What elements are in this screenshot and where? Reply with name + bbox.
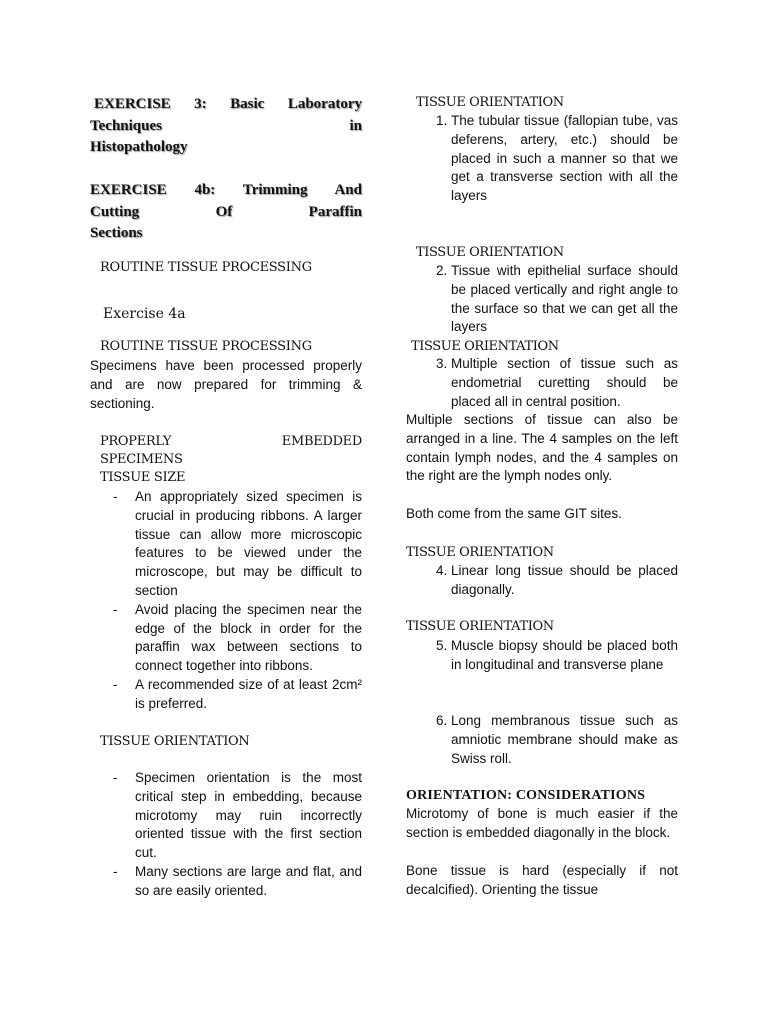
orientation-item-6 bbox=[406, 712, 678, 768]
properly-word: PROPERLY bbox=[100, 434, 172, 449]
orientation-item-1 bbox=[406, 112, 678, 206]
tissue-size-list bbox=[90, 488, 362, 714]
tissue-orientation-list bbox=[90, 769, 362, 901]
exercise3-title bbox=[90, 94, 362, 159]
tissue-size-heading: TISSUE SIZE bbox=[100, 470, 186, 485]
list-item bbox=[406, 262, 678, 337]
exercise4a-heading: Exercise 4a bbox=[103, 306, 186, 322]
item-text: The tubular tissue (fallopian tube, vas deferens, artery, etc.) should be placed in such a manner so that we get a transverse section with all the layers bbox=[451, 113, 678, 204]
tissue-orientation-heading-4: TISSUE ORIENTATION bbox=[406, 545, 554, 560]
exercise4b-title bbox=[90, 180, 362, 245]
item-number: 4. bbox=[436, 563, 448, 578]
item-number: 5. bbox=[436, 638, 448, 653]
properly-embedded-heading bbox=[100, 433, 362, 451]
list-item: - Specimen orientation is the most critical step in embedding, because microtomy may ruin incorrectly oriented tissue with the first section cut. bbox=[90, 769, 362, 863]
routine-heading-1: ROUTINE TISSUE PROCESSING bbox=[100, 260, 312, 275]
orientation-item-5 bbox=[406, 637, 678, 675]
item-number: 6. bbox=[436, 713, 448, 728]
list-item bbox=[406, 355, 678, 411]
item-text: Tissue with epithelial surface should be placed vertically and right angle to the surface so that we can get all the layers bbox=[451, 263, 678, 335]
list-item bbox=[406, 562, 678, 600]
item-text: Long membranous tissue such as amniotic membrane should make as Swiss roll. bbox=[451, 713, 678, 766]
routine-heading-2: ROUTINE TISSUE PROCESSING bbox=[100, 339, 312, 354]
embedded-word: EMBEDDED bbox=[281, 434, 362, 449]
considerations-text: Microtomy of bone is much easier if the section is embedded diagonally in the block. bbox=[406, 806, 678, 840]
item-text: Multiple section of tissue such as endometrial curetting should be placed all in central position. bbox=[451, 356, 678, 409]
item-number: 2. bbox=[436, 263, 448, 278]
list-item bbox=[406, 112, 678, 206]
list-item bbox=[406, 637, 678, 675]
same-sites-text: Both come from the same GIT sites. bbox=[406, 506, 622, 521]
specimens-heading: SPECIMENS bbox=[100, 452, 183, 467]
tissue-orientation-heading: TISSUE ORIENTATION bbox=[100, 734, 250, 749]
item-number: 3. bbox=[436, 356, 448, 371]
multiple-sections-text: Multiple sections of tissue can also be arranged in a line. The 4 samples on the left contain lymph nodes, and the 4 samples on the right are the lymph nodes only. bbox=[406, 412, 678, 484]
bone-text: Bone tissue is hard (especially if not decalcified). Orienting the tissue bbox=[406, 863, 678, 897]
exercise4b-title-line1: EXERCISE 4b: Trimming And bbox=[90, 182, 362, 198]
list-item: - An appropriately sized specimen is crucial in producing ribbons. A larger tissue can allow more microscopic features to be viewed under the microscope, but may be difficult to section bbox=[90, 488, 362, 601]
item-number: 1. bbox=[436, 113, 448, 128]
considerations-heading: ORIENTATION: CONSIDERATIONS bbox=[406, 788, 646, 803]
exercise3-title-line2: Techniques in bbox=[90, 117, 362, 134]
list-item: - Many sections are large and flat, and so are easily oriented. bbox=[90, 863, 362, 901]
tissue-orientation-heading-5: TISSUE ORIENTATION bbox=[406, 619, 554, 634]
exercise4b-title-line2: Cutting Of Paraffin bbox=[90, 203, 362, 220]
orientation-item-4 bbox=[406, 562, 678, 600]
routine-text: Specimens have been processed properly and are now prepared for trimming & sectioning. bbox=[90, 358, 362, 411]
item-text: Muscle biopsy should be placed both in longitudinal and transverse plane bbox=[451, 638, 678, 672]
list-item bbox=[406, 712, 678, 768]
item-text: Linear long tissue should be placed diagonally. bbox=[451, 563, 678, 597]
tissue-orientation-heading-3: TISSUE ORIENTATION bbox=[411, 339, 559, 354]
orientation-item-3 bbox=[406, 355, 678, 411]
exercise3-title-line3: Histopathology bbox=[90, 139, 188, 155]
tissue-orientation-heading-2: TISSUE ORIENTATION bbox=[416, 245, 564, 260]
list-item: - Avoid placing the specimen near the edge of the block in order for the paraffin wax between sections to connect together into ribbons. bbox=[90, 601, 362, 676]
list-item: - A recommended size of at least 2cm² is preferred. bbox=[90, 676, 362, 714]
tissue-orientation-heading-1: TISSUE ORIENTATION bbox=[416, 95, 564, 110]
exercise4b-title-line3: Sections bbox=[90, 225, 143, 241]
orientation-item-2 bbox=[406, 262, 678, 337]
exercise3-title-line1: EXERCISE 3: Basic Laboratory bbox=[94, 96, 362, 112]
